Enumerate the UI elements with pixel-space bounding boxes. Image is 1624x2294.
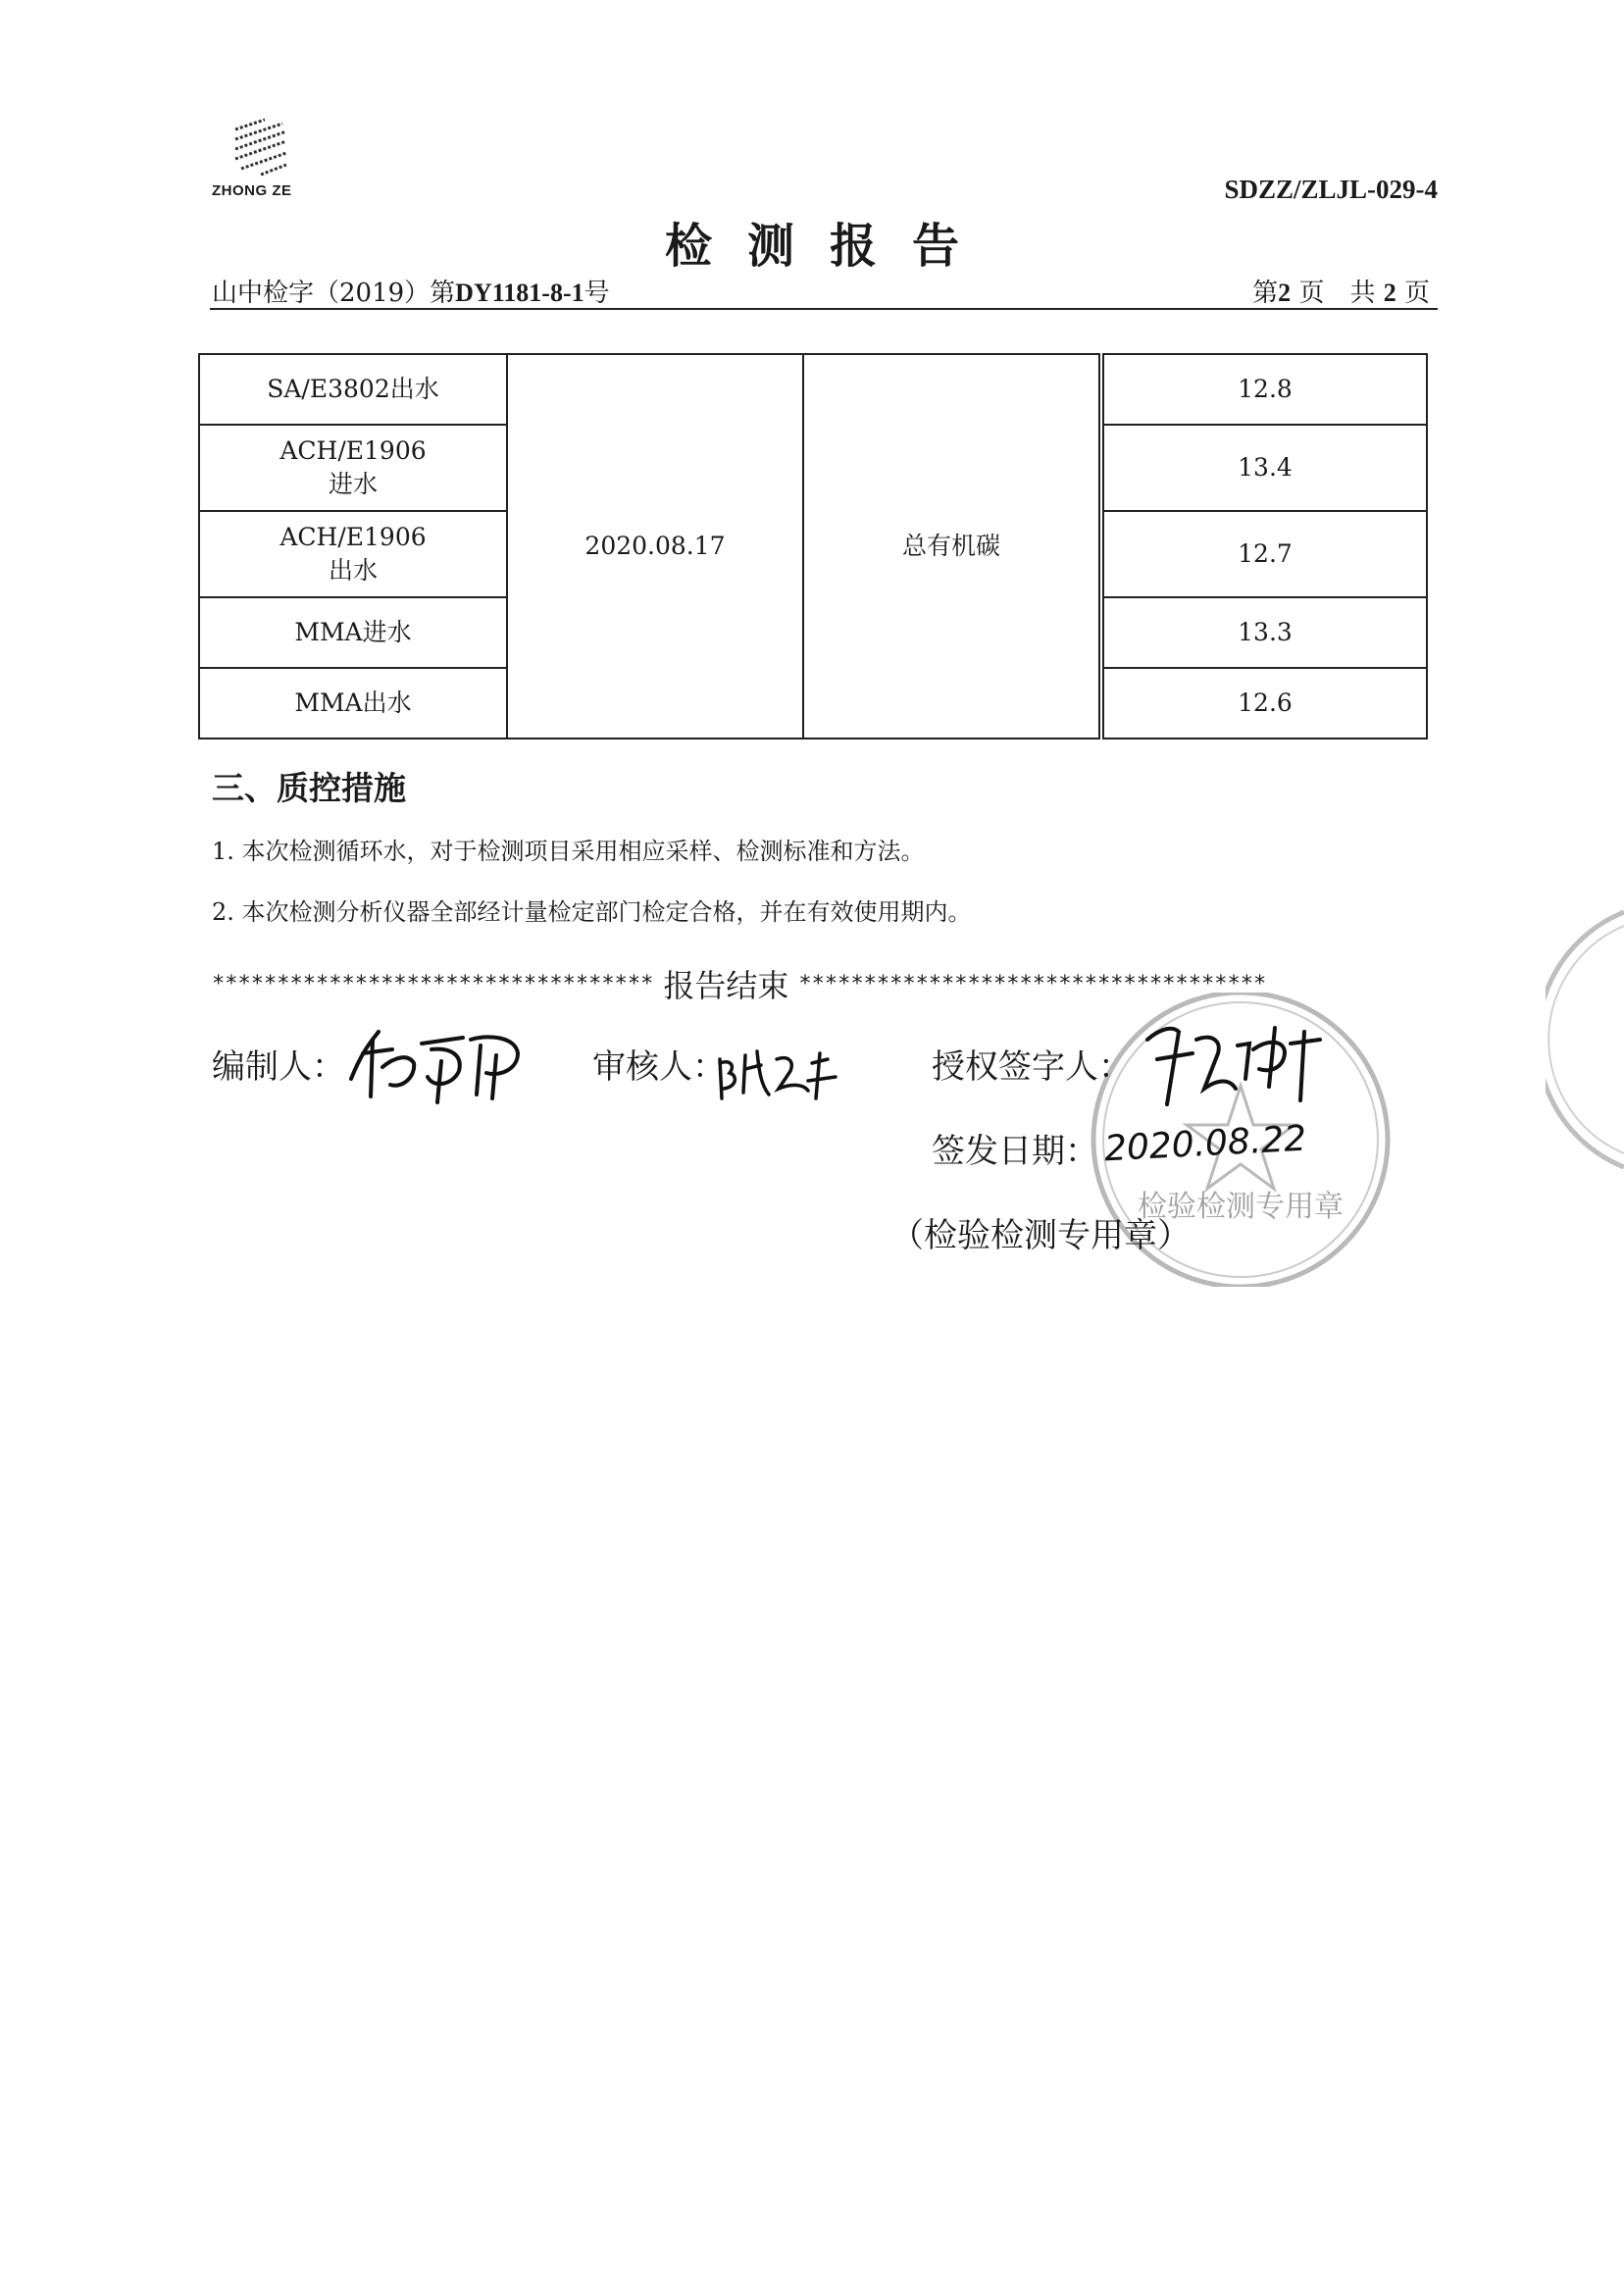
compiler-signature-icon bbox=[343, 1020, 530, 1108]
sample-point-cell: SA/E3802出水 bbox=[199, 354, 507, 425]
reviewer-label: 审核人： bbox=[592, 1047, 726, 1087]
sample-point-cell: MMA进水 bbox=[199, 597, 507, 668]
logo-text: ZHONG ZE bbox=[212, 182, 292, 199]
qc-section-title: 三、质控措施 bbox=[212, 769, 406, 807]
result-cell: 12.7 bbox=[1103, 511, 1427, 597]
report-end-line: ********************************** 报告结束 ************************************ bbox=[212, 961, 1438, 1006]
result-cell: 13.3 bbox=[1103, 597, 1427, 668]
authorizer-label: 授权签字人： bbox=[932, 1047, 1132, 1087]
header-divider bbox=[210, 308, 1438, 310]
reviewer-signature-icon bbox=[710, 1030, 847, 1108]
authorizer-signature-icon bbox=[1128, 1010, 1334, 1108]
report-number: 山中检字（2019）第DY1181-8-1号 bbox=[212, 279, 610, 308]
page-indicator: 第2 页 共 2 页 bbox=[1252, 279, 1430, 308]
result-cell: 12.8 bbox=[1103, 354, 1427, 425]
qc-item-2: 2. 本次检测分析仪器全部经计量检定部门检定合格，并在有效使用期内。 bbox=[212, 898, 972, 926]
sample-point-cell: MMA出水 bbox=[199, 668, 507, 739]
report-title: 检测报告 bbox=[664, 219, 994, 274]
stamp-note: （检验检测专用章） bbox=[890, 1216, 1191, 1255]
sample-point-cell: ACH/E1906 进水 bbox=[199, 425, 507, 511]
table-row bbox=[199, 354, 1427, 425]
issue-date-label: 签发日期： bbox=[932, 1132, 1098, 1171]
qc-item-1: 1. 本次检测循环水，对于检测项目采用相应采样、检测标准和方法。 bbox=[212, 838, 925, 865]
edge-seal-icon bbox=[1546, 902, 1624, 1177]
company-logo-icon bbox=[222, 116, 300, 180]
test-item-cell: 总有机碳 bbox=[803, 354, 1099, 739]
seal-text: 检验检测专用章 bbox=[1138, 1190, 1344, 1224]
compiler-label: 编制人： bbox=[212, 1047, 345, 1087]
document-code: SDZZ/ZLJL-029-4 bbox=[1224, 175, 1438, 204]
result-cell: 12.6 bbox=[1103, 668, 1427, 739]
sampling-date-cell: 2020.08.17 bbox=[507, 354, 803, 739]
issue-date-value: 2020.08.22 bbox=[1103, 1118, 1308, 1170]
results-table bbox=[198, 353, 1428, 739]
sample-point-cell: ACH/E1906 出水 bbox=[199, 511, 507, 597]
report-end-label: 报告结束 bbox=[663, 967, 789, 1004]
result-cell: 13.4 bbox=[1103, 425, 1427, 511]
